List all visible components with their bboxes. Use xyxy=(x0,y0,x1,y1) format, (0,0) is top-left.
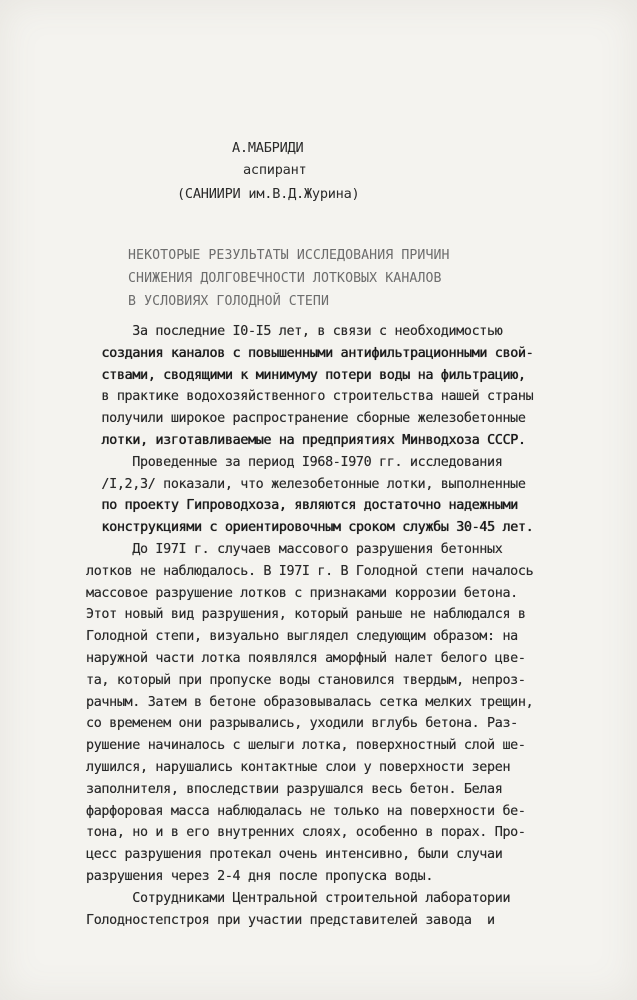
body-line: создания каналов с повышенными антифильтрационными свой- xyxy=(86,345,534,361)
title-line: СНИЖЕНИЯ ДОЛГОВЕЧНОСТИ ЛОТКОВЫХ КАНАЛОВ xyxy=(128,271,442,286)
body-line: Голодностепстроя при участии представителей завода и xyxy=(86,912,495,928)
body-line: рушение начиналось с шелыги лотка, поверхностный слой ше- xyxy=(86,738,526,754)
body-line: разрушения через 2-4 дня после пропуска воды. xyxy=(86,868,434,884)
body-line: лушился, нарушались контактные слои у поверхности зерен xyxy=(86,759,511,775)
body-line: Сотрудниками Центральной строительной лаборатории xyxy=(86,890,511,906)
body-line: лотков не наблюдалось. В I97I г. В Голодной степи началось xyxy=(86,563,534,579)
body-line: наружной части лотка появлялся аморфный налет белого цве- xyxy=(86,650,526,666)
body-line: со временем они разрывались, уходили вглубь бетона. Раз- xyxy=(86,716,518,732)
body-line: /I,2,3/ показали, что железобетонные лотки, выполненные xyxy=(86,476,526,492)
title-line: В УСЛОВИЯХ ГОЛОДНОЙ СТЕПИ xyxy=(128,294,329,309)
body-line: Проведенные за период I968-I970 гг. исследования xyxy=(86,454,503,470)
article-title xyxy=(128,244,450,313)
body-line: получили широкое распространение сборные железобетонные xyxy=(86,411,526,427)
author-name: А.МАБРИДИ xyxy=(232,140,304,156)
body-line: лотки, изготавливаемые на предприятиях Минводхоза СССР. xyxy=(86,432,526,448)
body-line: цесс разрушения протекал очень интенсивно, были случаи xyxy=(86,847,503,863)
body-line: фарфоровая масса наблюдалась не только на поверхности бе- xyxy=(86,803,526,819)
body-line: тона, но и в его внутренних слоях, особенно в порах. Про- xyxy=(86,825,526,841)
body-line: заполнителя, впоследствии разрушался весь бетон. Белая xyxy=(86,781,503,797)
body-line: та, который при пропуске воды становился твердым, непроз- xyxy=(86,672,526,688)
body-line: До I97I г. случаев массового разрушения бетонных xyxy=(86,541,503,557)
body-line: рачным. Затем в бетоне образовывалась сетка мелких трещин, xyxy=(86,694,534,710)
body-line: в практике водохозяйственного строительства нашей страны xyxy=(86,389,534,405)
body-line: За последние I0-I5 лет, в связи с необходимостью xyxy=(86,324,503,339)
body-line: конструкциями с ориентировочным сроком службы 30-45 лет. xyxy=(86,520,534,536)
author-position: аспирант xyxy=(243,162,307,178)
body-line: по проекту Гипроводхоза, являются достаточно надежными xyxy=(86,498,518,514)
article-body xyxy=(86,321,533,931)
body-line: массовое разрушение лотков с признаками коррозии бетона. xyxy=(86,585,518,601)
body-line: Голодной степи, визуально выглядел следующим образом: на xyxy=(86,629,518,645)
body-line: ствами, сводящими к минимуму потери воды на фильтрацию, xyxy=(86,367,526,383)
title-line: НЕКОТОРЫЕ РЕЗУЛЬТАТЫ ИССЛЕДОВАНИЯ ПРИЧИН xyxy=(128,248,450,263)
author-institute: (САНИИРИ им.В.Д.Журина) xyxy=(177,186,360,202)
body-line: Этот новый вид разрушения, который раньше не наблюдался в xyxy=(86,607,526,623)
